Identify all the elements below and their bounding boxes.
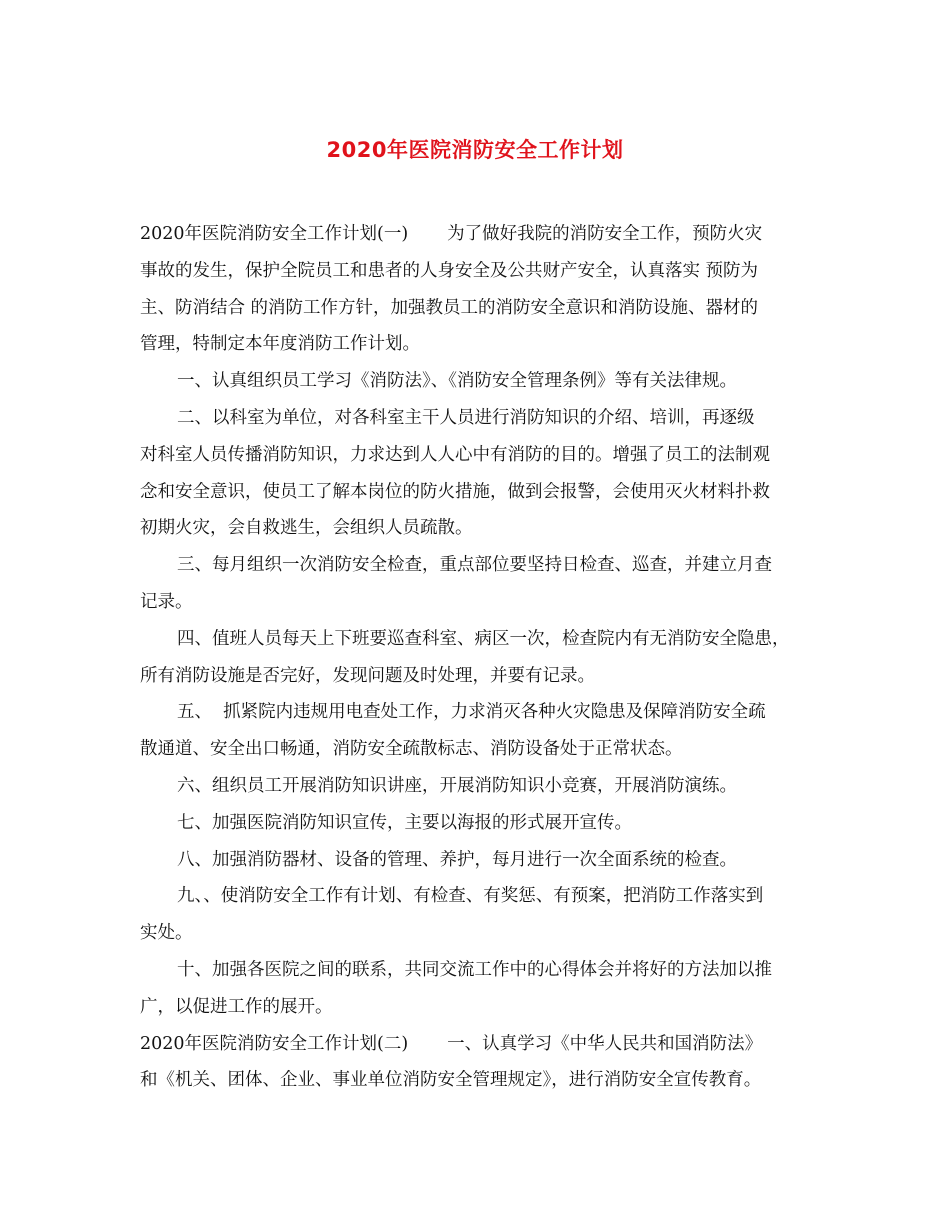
body-line: 九、、使消防安全工作有计划、有检查、有奖惩、有预案，把消防工作落实到 — [177, 886, 764, 907]
document-title: 2020年医院消防安全工作计划 — [326, 138, 624, 162]
body-line: 念和安全意识，使员工了解本岗位的防火措施，做到会报警，会使用灭火材料扑救 — [140, 481, 770, 502]
body-line: 七、加强医院消防知识宣传，主要以海报的形式展开宣传。 — [177, 812, 632, 833]
body-line: 主、防消结合 的消防工作方针，加强教员工的消防安全意识和消防设施、器材的 — [140, 297, 759, 318]
body-line: 散通道、安全出口畅通，消防安全疏散标志、消防设备处于正常状态。 — [140, 739, 683, 760]
document-body — [140, 216, 820, 1099]
body-line: 和《机关、团体、企业、事业单位消防安全管理规定》，进行消防安全宣传教育。 — [140, 1070, 762, 1091]
body-line: 记录。 — [140, 591, 193, 612]
body-line: 所有消防设施是否完好，发现问题及时处理，并要有记录。 — [140, 665, 595, 686]
body-line: 实处。 — [140, 923, 193, 944]
body-line: 管理，特制定本年度消防工作计划。 — [140, 334, 420, 355]
body-line: 六、组织员工开展消防知识讲座，开展消防知识小竞赛，开展消防演练。 — [177, 775, 737, 796]
body-line: 广，以促进工作的展开。 — [140, 996, 333, 1017]
body-line: 二、以科室为单位，对各科室主干人员进行消防知识的介绍、培训，再逐级 — [177, 407, 755, 428]
body-line: 初期火灾，会自救逃生，会组织人员疏散。 — [140, 518, 473, 539]
body-line: 八、加强消防器材、设备的管理、养护，每月进行一次全面系统的检查。 — [177, 849, 737, 870]
body-line: 2020年医院消防安全工作计划(一) 为了做好我院的消防安全工作，预防火灾 — [140, 224, 763, 244]
body-line: 对科室人员传播消防知识，力求达到人人心中有消防的目的。增强了员工的法制观 — [140, 444, 770, 465]
body-line: 三、每月组织一次消防安全检查，重点部位要坚持日检查、巡查，并建立月查 — [177, 555, 772, 576]
body-line: 事故的发生，保护全院员工和患者的人身安全及公共财产安全，认真落实 预防为 — [140, 260, 759, 281]
body-line: 2020年医院消防安全工作计划(二) 一、认真学习《中华人民共和国消防法》 — [140, 1033, 763, 1054]
body-line: 十、加强各医院之间的联系，共同交流工作中的心得体会并将好的方法加以推 — [177, 959, 772, 980]
body-line: 一、认真组织员工学习《消防法》、《消防安全管理条例》等有关法律规。 — [177, 371, 737, 392]
body-line: 五、 抓紧院内违规用电查处工作，力求消灭各种火灾隐患及保障消防安全疏 — [177, 702, 766, 723]
body-line: 四、值班人员每天上下班要巡查科室、病区一次，检查院内有无消防安全隐患， — [177, 628, 790, 649]
